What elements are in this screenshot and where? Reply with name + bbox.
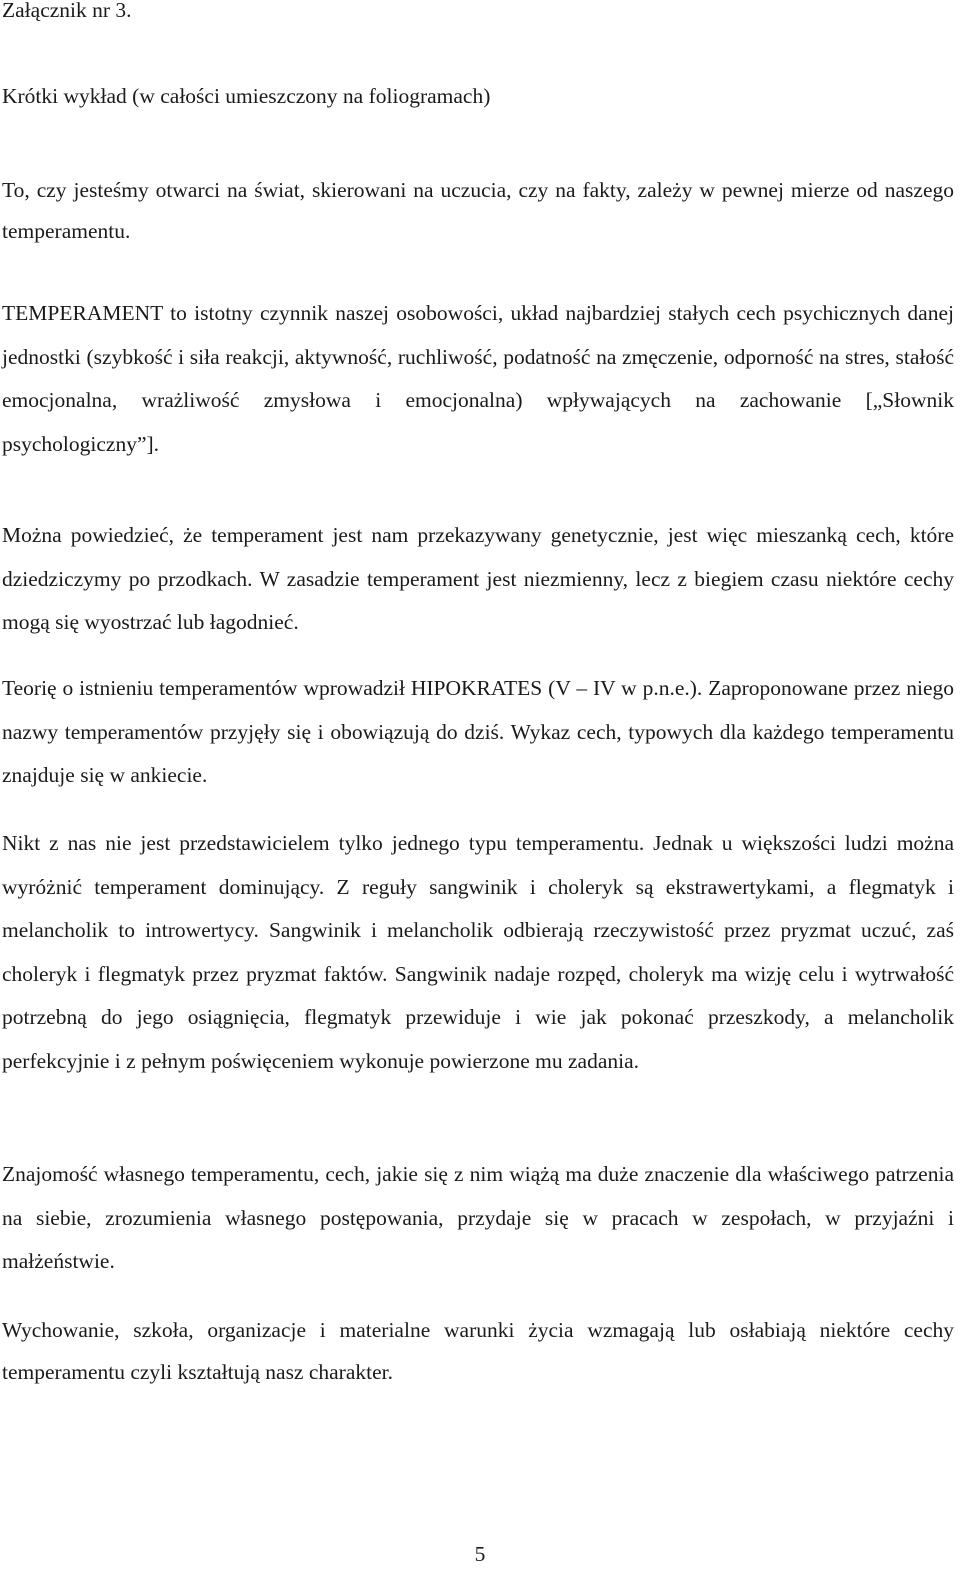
paragraph-upbringing: Wychowanie, szkoła, organizacje i materialne warunki życia wzmagają lub osłabiają niektóre cechy temperamentu czyli kształtują nasz charakter.	[2, 1318, 954, 1384]
paragraph-intro: To, czy jesteśmy otwarci na świat, skierowani na uczucia, czy na fakty, zależy w pewnej mierze od naszego temperamentu.	[2, 178, 954, 243]
page-number: 5	[474, 1542, 486, 1566]
paragraph-genetics: Można powiedzieć, że temperament jest nam przekazywany genetycznie, jest więc mieszanką cech, które dziedziczymy po przodkach. W zasadzie temperament jest niezmienny, lecz z biegiem czasu niektóre cechy mogą się wyostrzać lub łagodnieć.	[2, 523, 954, 634]
paragraph-temperament-types: Nikt z nas nie jest przedstawicielem tylko jednego typu temperamentu. Jednak u większości ludzi można wyróżnić temperament dominujący. Z reguły sangwinik i choleryk są ekstrawertykami, a flegmatyk i melancholik to introwertycy. Sangwinik i melancholik odbierają rzeczywistość przez pryzmat uczuć, zaś choleryk i flegmatyk przez pryzmat faktów. Sangwinik nadaje rozpęd, choleryk ma wizję celu i wytrwałość potrzebną do jego osiągnięcia, flegmatyk przewiduje i wie jak pokonać przeszkody, a melancholik perfekcyjnie i z pełnym poświęceniem wykonuje powierzone mu zadania.	[2, 831, 954, 1073]
paragraph-self-knowledge: Znajomość własnego temperamentu, cech, jakie się z nim wiążą ma duże znaczenie dla właściwego patrzenia na siebie, zrozumienia własnego postępowania, przydaje się w pracach w zespołach, w przyjaźni i małżeństwie.	[2, 1162, 954, 1273]
paragraph-hippocrates: Teorię o istnieniu temperamentów wprowadził HIPOKRATES (V – IV w p.n.e.). Zaproponowane przez niego nazwy temperamentów przyjęły się i obowiązują do dziś. Wykaz cech, typowych dla każdego temperamentu znajduje się w ankiecie.	[2, 676, 954, 787]
lecture-subtitle: Krótki wykład (w całości umieszczony na foliogramach)	[2, 84, 491, 108]
attachment-heading: Załącznik nr 3.	[2, 0, 132, 22]
paragraph-temperament-definition: TEMPERAMENT to istotny czynnik naszej osobowości, układ najbardziej stałych cech psychicznych danej jednostki (szybkość i siła reakcji, aktywność, ruchliwość, podatność na zmęczenie, odporność na stres, stałość emocjonalna, wrażliwość zmysłowa i emocjonalna) wpływających na zachowanie [„Słownik psychologiczny”].	[2, 301, 954, 456]
